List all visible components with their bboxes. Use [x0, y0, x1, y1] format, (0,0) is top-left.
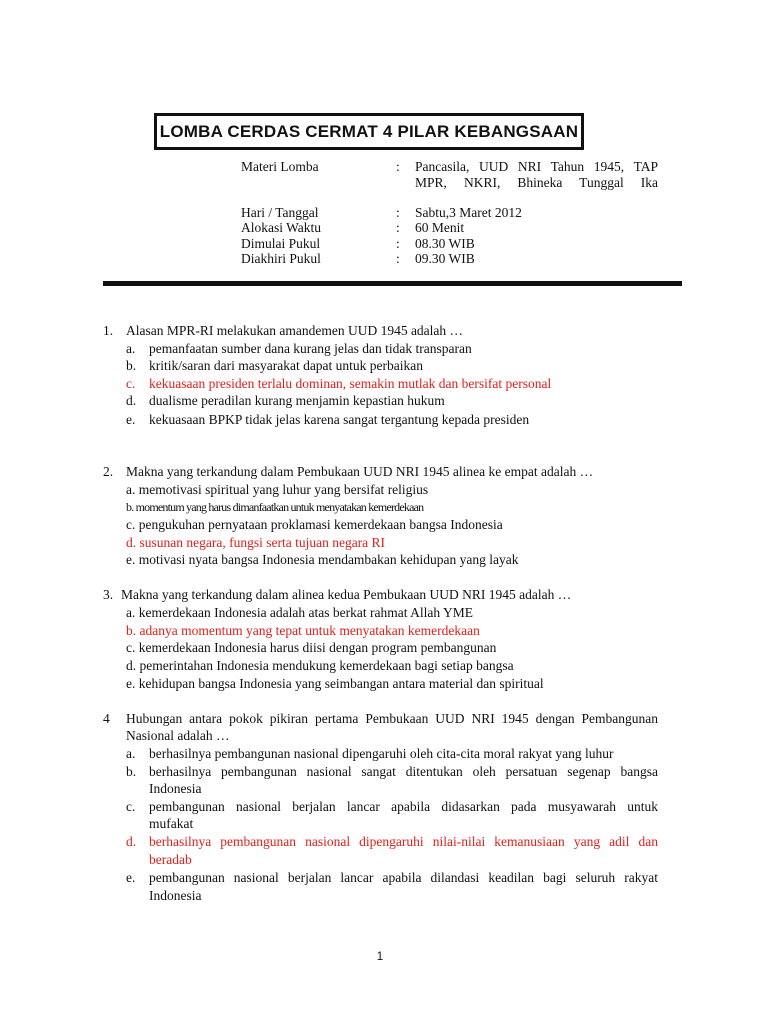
hari-colon: :: [396, 205, 400, 220]
option-text-correct-line1: berhasilnya pembangunan nasional dipengaruhi nilai-nilai kemanusiaan yang adil dan: [149, 834, 658, 849]
hari-value: Sabtu,3 Maret 2012: [415, 205, 522, 220]
option-text: kritik/saran dari masyarakat dapat untuk perbaikan: [149, 358, 424, 373]
option-correct: d. susunan negara, fungsi serta tujuan negara RI: [126, 535, 386, 550]
alokasi-label: Alokasi Waktu: [241, 220, 322, 235]
option-text-line1: pembangunan nasional berjalan lancar apabila dilandasi keadilan bagi seluruh rakyat: [149, 870, 658, 885]
option-letter: a.: [126, 746, 136, 761]
diakhiri-value: 09.30 WIB: [415, 251, 475, 266]
question-number: 3.: [103, 587, 114, 602]
option-text: berhasilnya pembangunan nasional dipengaruhi oleh cita-cita moral rakyat yang luhur: [149, 746, 614, 761]
option-correct: b. adanya momentum yang tepat untuk menyatakan kemerdekaan: [126, 623, 480, 638]
hari-label: Hari / Tanggal: [241, 205, 319, 220]
alokasi-value: 60 Menit: [415, 220, 465, 235]
title-box: [154, 113, 584, 150]
option-letter-correct: c.: [126, 376, 136, 391]
option-letter: a.: [126, 341, 136, 356]
option-letter: e.: [126, 870, 136, 885]
header-divider: [103, 281, 682, 286]
option-text-line1: pembangunan nasional berjalan lancar apabila didasarkan pada musyawarah untuk: [149, 799, 658, 814]
question-text-line2: Nasional adalah …: [126, 728, 230, 743]
option-text-line2: Indonesia: [149, 888, 202, 903]
page-title: LOMBA CERDAS CERMAT 4 PILAR KEBANGSAAN: [159, 121, 579, 141]
option-letter: d.: [126, 393, 137, 408]
option: e. motivasi nyata bangsa Indonesia mendambakan kehidupan yang layak: [126, 552, 519, 567]
materi-colon: :: [396, 159, 400, 174]
diakhiri-label: Diakhiri Pukul: [241, 251, 321, 266]
option-text-line1: berhasilnya pembangunan nasional sangat ditentukan oleh persatuan segenap bangsa: [149, 764, 658, 779]
option: a. memotivasi spiritual yang luhur yang bersifat religius: [126, 482, 429, 497]
question-number: 2.: [103, 464, 114, 479]
option-text: pemanfaatan sumber dana kurang jelas dan tidak transparan: [149, 341, 472, 356]
option: b. momentum yang harus dimanfaatkan untuk menyatakan kemerdekaan: [126, 500, 424, 514]
question-text-line1: Hubungan antara pokok pikiran pertama Pembukaan UUD NRI 1945 dengan Pembangunan: [126, 711, 658, 726]
option-text-line2: mufakat: [149, 816, 194, 831]
question-number: 1.: [103, 323, 114, 338]
diakhiri-colon: :: [396, 251, 400, 266]
page-number: 1: [376, 951, 384, 963]
dimulai-colon: :: [396, 236, 400, 251]
alokasi-colon: :: [396, 220, 400, 235]
dimulai-label: Dimulai Pukul: [241, 236, 321, 251]
question-text: Alasan MPR-RI melakukan amandemen UUD 1945 adalah …: [126, 323, 464, 338]
materi-label: Materi Lomba: [241, 159, 319, 174]
option-letter: c.: [126, 799, 136, 814]
option: c. pengukuhan pernyataan proklamasi kemerdekaan bangsa Indonesia: [126, 517, 503, 532]
option-text-correct-line2: beradab: [149, 852, 192, 867]
option-text: dualisme peradilan kurang menjamin kepastian hukum: [149, 393, 445, 408]
question-number: 4: [103, 711, 110, 726]
option: e. kehidupan bangsa Indonesia yang seimbangan antara material dan spiritual: [126, 676, 544, 691]
option-letter-correct: d.: [126, 834, 137, 849]
option-text-correct: kekuasaan presiden terlalu dominan, semakin mutlak dan bersifat personal: [149, 376, 552, 391]
option-letter: e.: [126, 412, 136, 427]
option-text-line2: Indonesia: [149, 781, 202, 796]
question-text: Makna yang terkandung dalam alinea kedua Pembukaan UUD NRI 1945 adalah …: [121, 587, 572, 602]
option: c. kemerdekaan Indonesia harus diisi dengan program pembangunan: [126, 640, 497, 655]
option-letter: b.: [126, 764, 137, 779]
option: a. kemerdekaan Indonesia adalah atas berkat rahmat Allah YME: [126, 605, 473, 620]
dimulai-value: 08.30 WIB: [415, 236, 475, 251]
option: d. pemerintahan Indonesia mendukung kemerdekaan bagi setiap bangsa: [126, 658, 514, 673]
materi-value-line1: Pancasila, UUD NRI Tahun 1945, TAP: [415, 159, 658, 174]
option-letter: b.: [126, 358, 137, 373]
materi-value-line2: MPR, NKRI, Bhineka Tunggal Ika: [415, 175, 658, 190]
option-text: kekuasaan BPKP tidak jelas karena sangat tergantung kepada presiden: [149, 412, 530, 427]
question-text: Makna yang terkandung dalam Pembukaan UUD NRI 1945 alinea ke empat adalah …: [126, 464, 594, 479]
